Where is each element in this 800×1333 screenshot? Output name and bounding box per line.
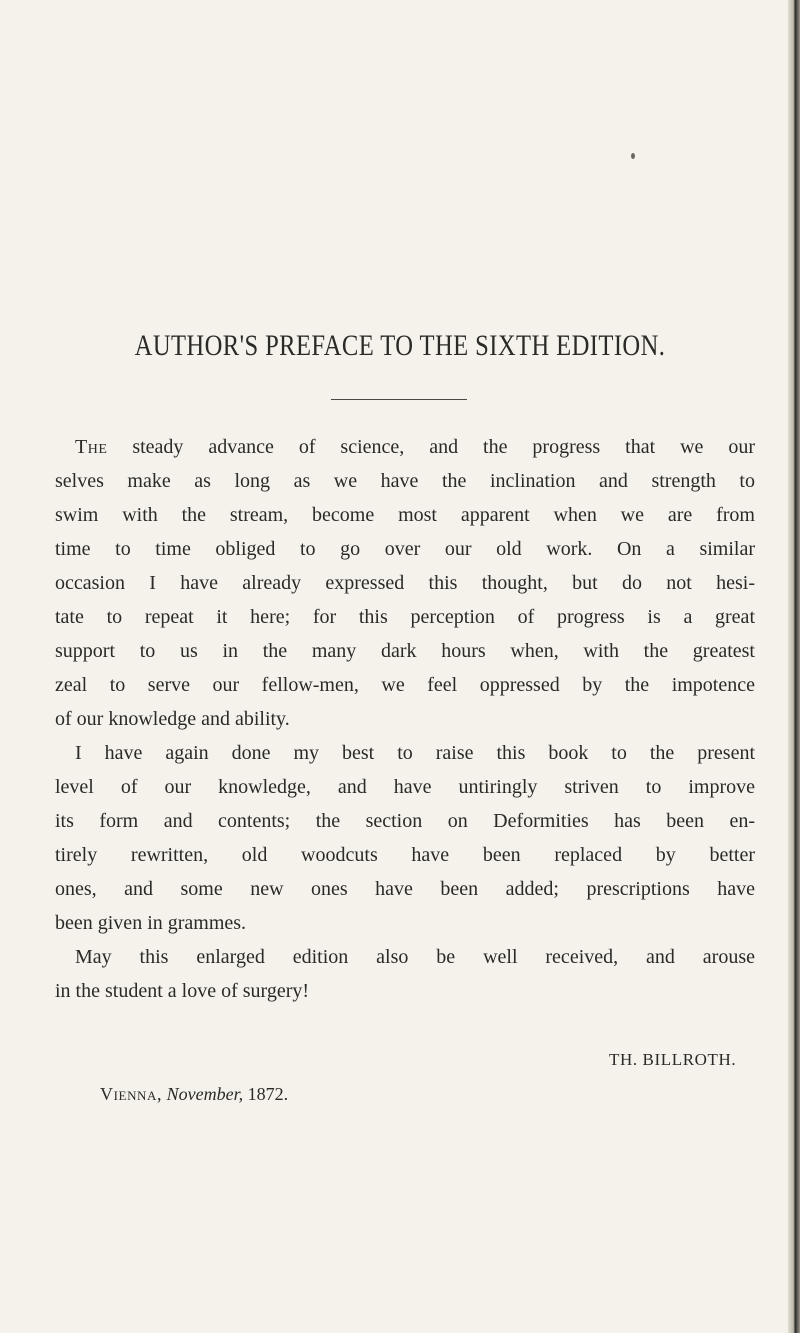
paragraph-1-line-8: zeal to serve our fellow-men, we feel oppressed by the impotence bbox=[55, 674, 755, 696]
paragraph-3-line-2: in the student a love of surgery! bbox=[55, 980, 310, 1002]
dateline-year: 1872. bbox=[247, 1084, 289, 1104]
preface-heading: AUTHOR'S PREFACE TO THE SIXTH EDITION. bbox=[134, 329, 666, 362]
paragraph-2-line-2: level of our knowledge, and have untiringly striven to improve bbox=[55, 776, 755, 798]
paragraph-1-line-9: of our knowledge and ability. bbox=[55, 708, 290, 730]
paragraph-1-line-7: support to us in the many dark hours when, with the greatest bbox=[55, 640, 755, 662]
paragraph-1-line-5: occasion I have already expressed this thought, but do not hesi- bbox=[55, 572, 755, 594]
paragraph-1-line-1: The steady advance of science, and the progress that we our bbox=[75, 436, 755, 458]
dateline bbox=[100, 1084, 288, 1105]
heading-rule bbox=[331, 399, 467, 400]
author-signature: TH. BILLROTH. bbox=[609, 1050, 737, 1069]
paragraph-2-line-6: been given in grammes. bbox=[55, 912, 247, 934]
paragraph-2-line-5: ones, and some new ones have been added; prescriptions have bbox=[55, 878, 755, 900]
preface-body bbox=[55, 430, 755, 1008]
paragraph-1-line-2: selves make as long as we have the inclination and strength to bbox=[55, 470, 755, 492]
paragraph-2-line-4: tirely rewritten, old woodcuts have been replaced by better bbox=[55, 844, 755, 866]
ink-speck bbox=[631, 153, 635, 159]
lead-word: The bbox=[75, 436, 108, 458]
paragraph-1-line-3: swim with the stream, become most apparent when we are from bbox=[55, 504, 755, 526]
dateline-month: November, bbox=[166, 1084, 244, 1104]
paragraph-2-line-1: I have again done my best to raise this book to the present bbox=[75, 742, 755, 764]
paragraph-3-line-1: May this enlarged edition also be well received, and arouse bbox=[75, 946, 755, 968]
paragraph-1-line-6: tate to repeat it here; for this perception of progress is a great bbox=[55, 606, 755, 628]
dateline-place: Vienna, bbox=[100, 1084, 163, 1104]
paragraph-1-line-4: time to time obliged to go over our old work. On a similar bbox=[55, 538, 755, 560]
paragraph-2-line-3: its form and contents; the section on Deformities has been en- bbox=[55, 810, 755, 832]
page-edge-shadow bbox=[788, 0, 800, 1333]
